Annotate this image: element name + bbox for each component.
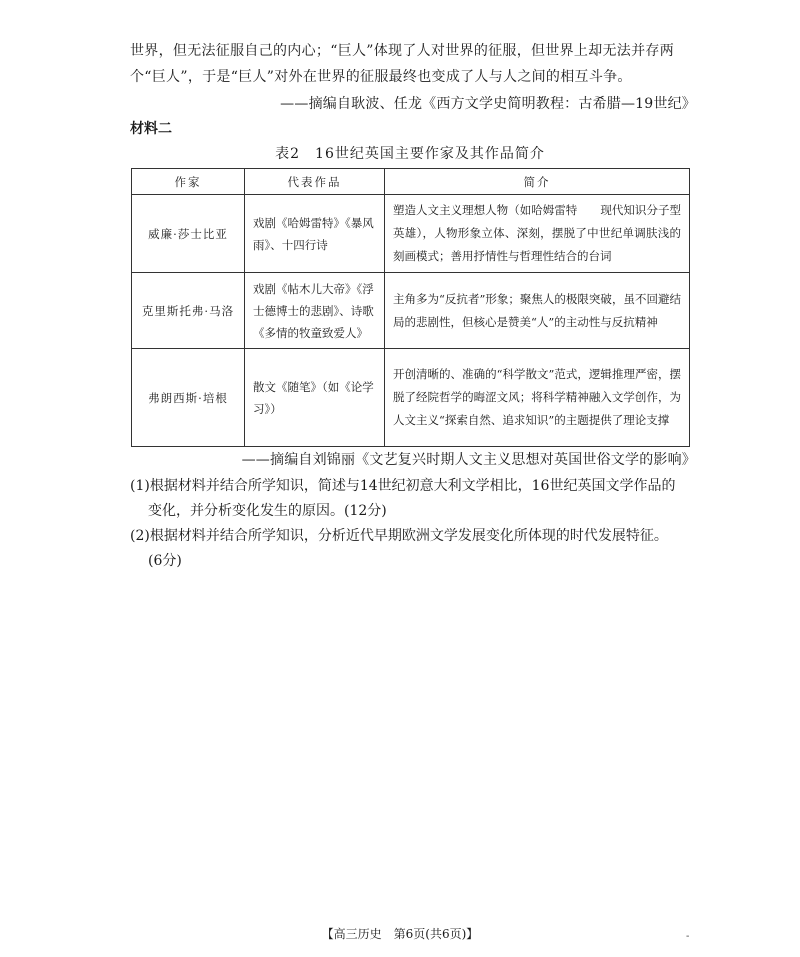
works-cell: 戏剧《帖木儿大帝》《浮士德博士的悲剧》、诗歌《多情的牧童致爱人》 [245, 273, 385, 349]
authors-table [131, 168, 690, 447]
citation-1: ——摘编自耿波、任龙《西方文学史简明教程：古希腊—19世纪》 [280, 96, 696, 112]
intro-cell: 塑造人文主义理想人物（如哈姆雷特 现代知识分子型英雄），人物形象立体、深刻，摆脱了中世纪单调肤浅的刻画模式；善用抒情性与哲理性结合的台词 [385, 195, 690, 273]
table-row [132, 273, 690, 349]
question-2 [130, 524, 700, 574]
section-title: 材料二 [130, 121, 172, 137]
question-1-line-1: (1)根据材料并结合所学知识，简述与14世纪初意大利文学相比，16世纪英国文学作品的 [130, 478, 676, 494]
page-footer: 【高三历史 第6页(共6页)】 [321, 927, 479, 941]
intro-cell: 主角多为“反抗者”形象；聚焦人的极限突破，虽不回避结局的悲剧性，但核心是赞美“人”的主动性与反抗精神 [385, 273, 690, 349]
question-1 [130, 474, 700, 524]
author-cell: 克里斯托弗·马洛 [132, 273, 245, 349]
table-caption: 表2 16世纪英国主要作家及其作品简介 [275, 146, 545, 162]
header-works: 代表作品 [245, 169, 385, 195]
header-author: 作家 [132, 169, 245, 195]
author-cell: 威廉·莎士比亚 [132, 195, 245, 273]
works-cell: 戏剧《哈姆雷特》《暴风雨》、十四行诗 [245, 195, 385, 273]
table-header-row [132, 169, 690, 195]
header-intro: 简介 [385, 169, 690, 195]
author-cell: 弗朗西斯·培根 [132, 349, 245, 447]
table-row [132, 349, 690, 447]
intro-paragraph: 世界，但无法征服自己的内心；“巨人”体现了人对世界的征服，但世界上却无法并存两个“巨人”，于是“巨人”对外在世界的征服最终也变成了人与人之间的相互斗争。 [130, 43, 675, 85]
intro-cell: 开创清晰的、准确的“科学散文”范式，逻辑推理严密，摆脱了经院哲学的晦涩文风；将科学精神融入文学创作，为人文主义“探索自然、追求知识”的主题提供了理论支撑 [385, 349, 690, 447]
corner-mark: - [686, 931, 690, 942]
question-2-line-2: (6分) [148, 553, 182, 569]
table-row [132, 195, 690, 273]
works-cell: 散文《随笔》（如《论学习》） [245, 349, 385, 447]
question-2-line-1: (2)根据材料并结合所学知识，分析近代早期欧洲文学发展变化所体现的时代发展特征。 [130, 528, 668, 544]
citation-2: ——摘编自刘锦丽《文艺复兴时期人文主义思想对英国世俗文学的影响》 [241, 452, 696, 468]
question-1-line-2: 变化，并分析变化发生的原因。(12分) [148, 503, 387, 519]
